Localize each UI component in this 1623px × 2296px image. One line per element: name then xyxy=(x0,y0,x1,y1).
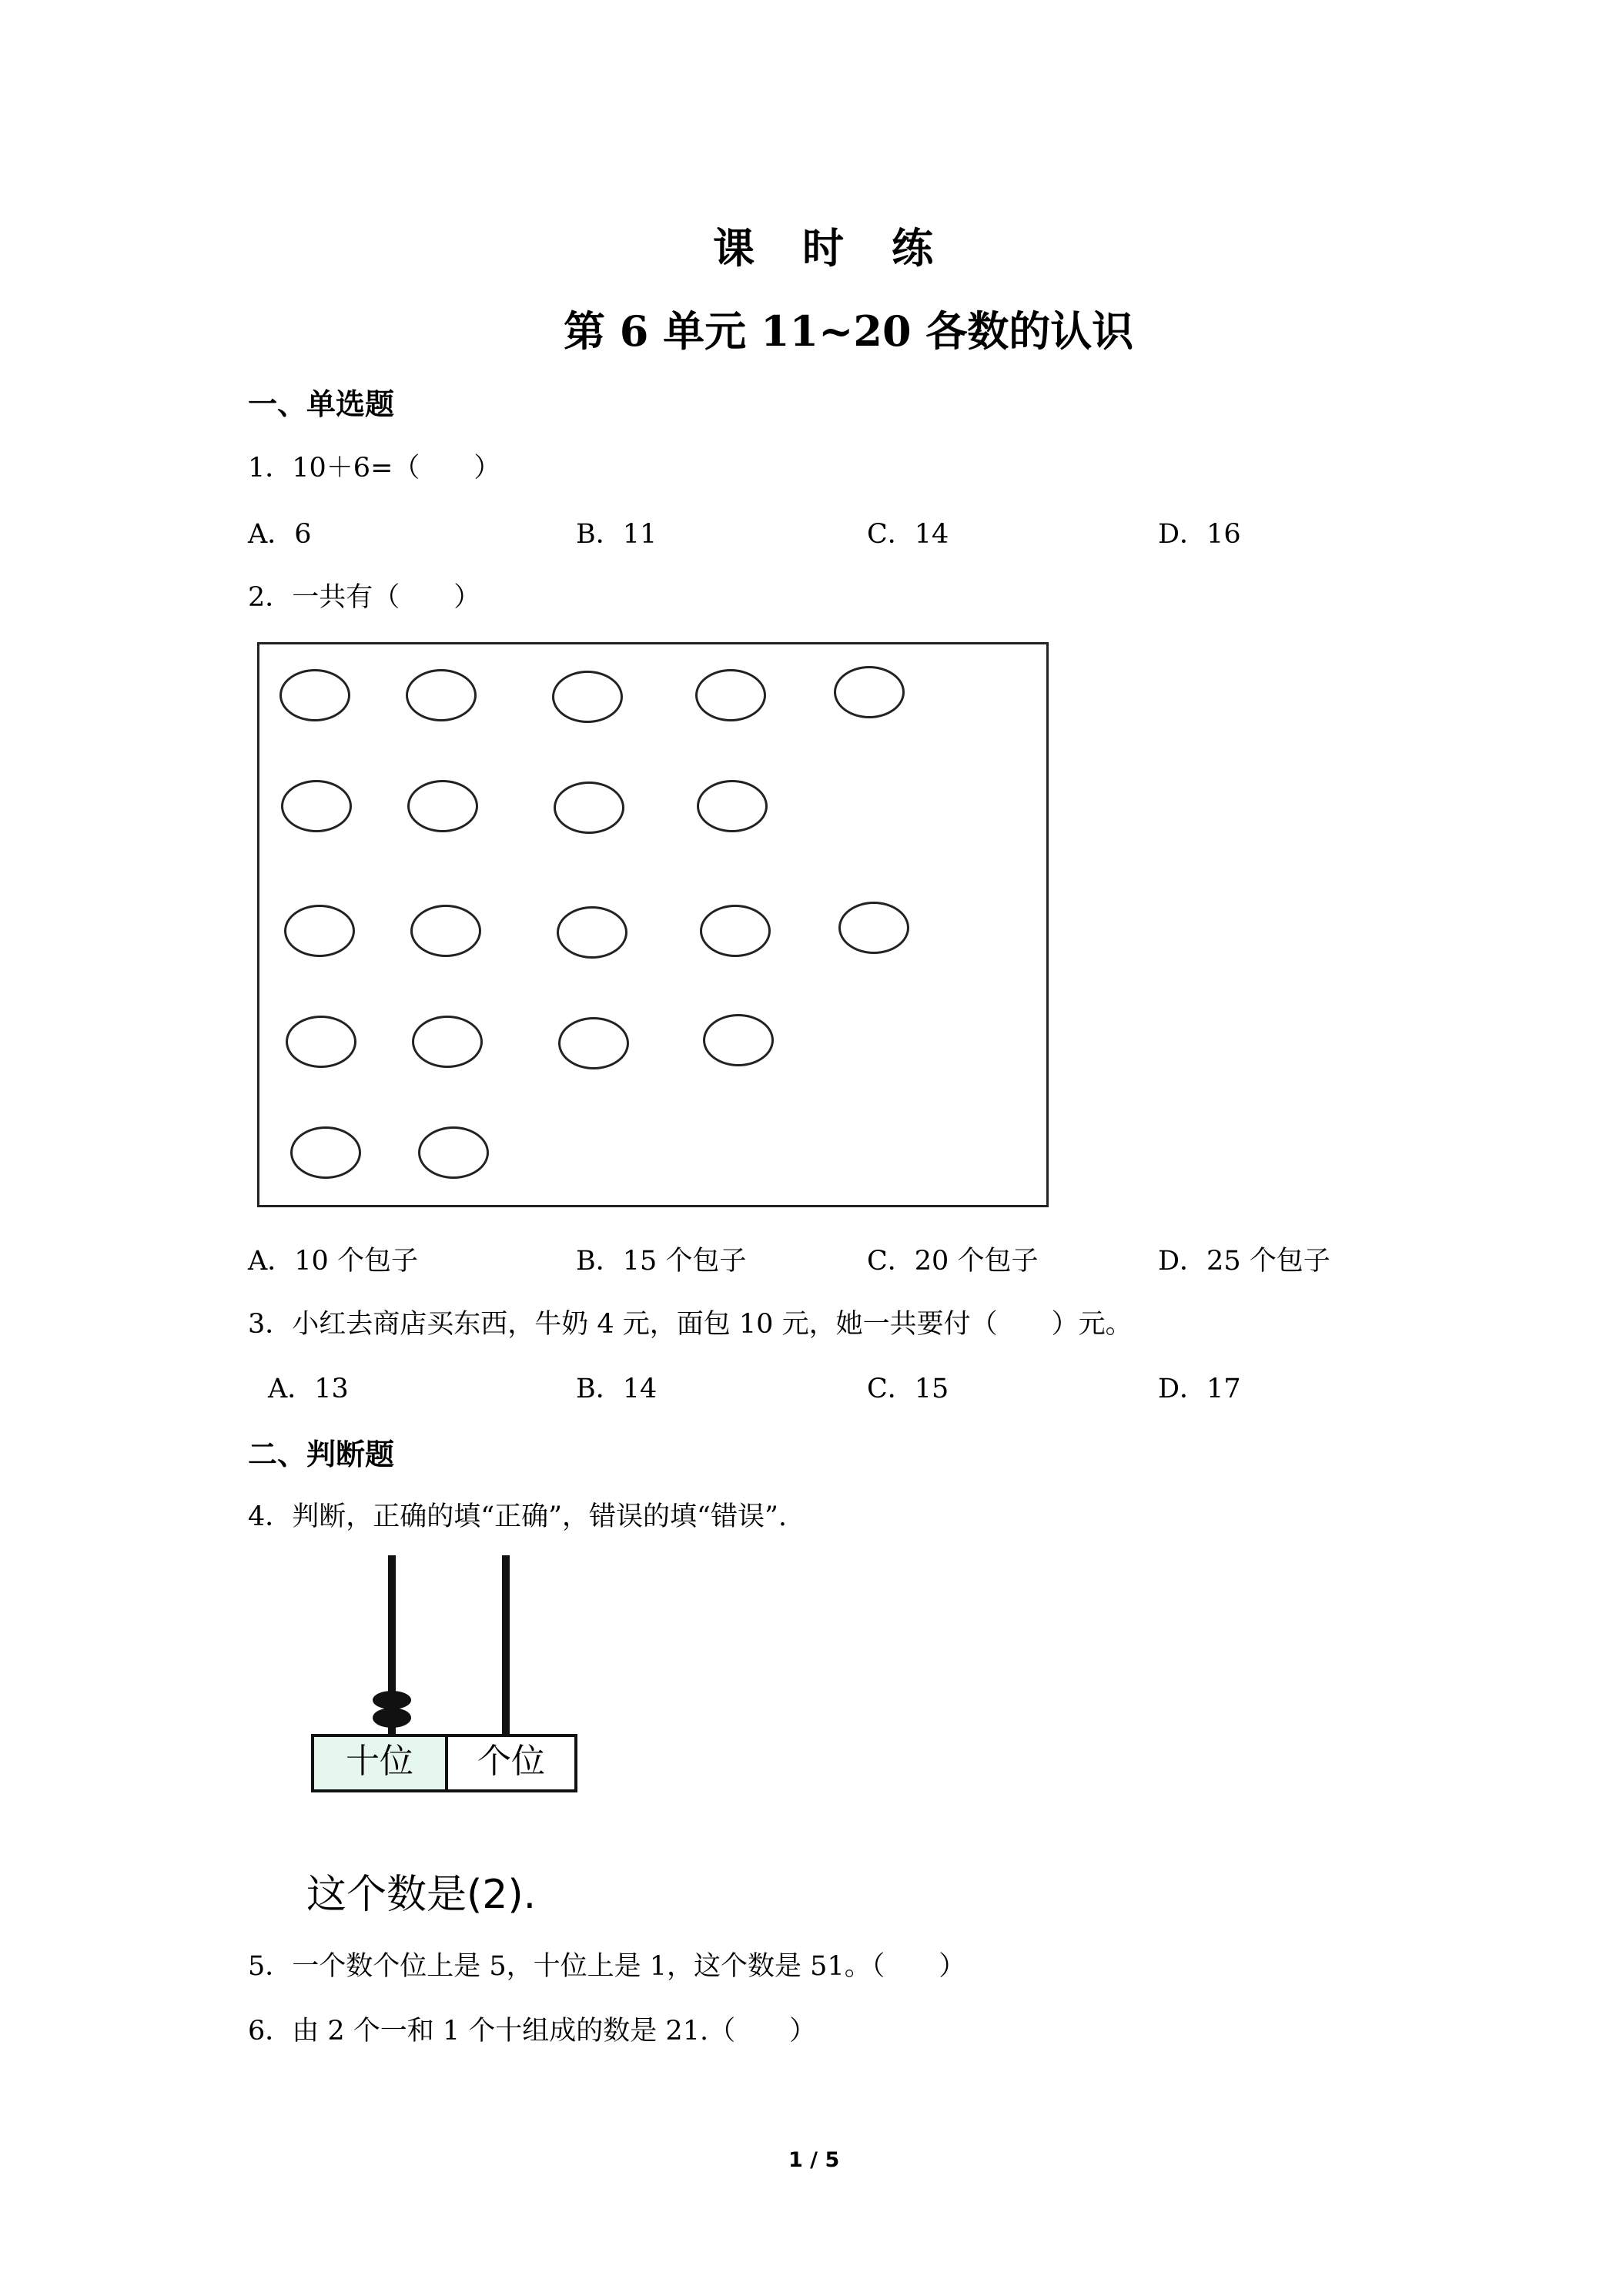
q1-option-d: D．16 xyxy=(1158,519,1241,550)
q1-option-a: A．6 xyxy=(248,519,312,550)
bun-icon xyxy=(290,1126,361,1179)
bun-icon xyxy=(834,666,905,718)
q1-option-c: C．14 xyxy=(867,519,949,550)
q3-stem: 3．小红去商店买东西，牛奶 4 元，面包 10 元，她一共要付（ ）元。 xyxy=(248,1309,1133,1340)
q1-stem: 1．10＋6=（ ） xyxy=(248,453,501,484)
q3-option-d: D．17 xyxy=(1158,1374,1241,1404)
bun-icon xyxy=(286,1016,356,1068)
ones-rod xyxy=(502,1555,510,1737)
unit-subtitle: 第 6 单元 11~20 各数的认识 xyxy=(564,306,1134,356)
bun-icon xyxy=(418,1126,489,1179)
bun-icon xyxy=(558,1017,629,1069)
bun-icon xyxy=(406,669,477,721)
q3-option-b: B．14 xyxy=(576,1374,658,1404)
q6-stem: 6．由 2 个一和 1 个十组成的数是 21.（ ） xyxy=(248,2016,817,2047)
q2-stem: 2．一共有（ ） xyxy=(248,582,481,613)
bun-icon xyxy=(284,905,355,957)
bun-icon xyxy=(700,905,771,957)
bun-icon xyxy=(552,671,623,723)
q4-caption: 这个数是(2). xyxy=(306,1872,537,1918)
tens-bead xyxy=(373,1708,411,1728)
bun-icon xyxy=(703,1014,774,1066)
q2-option-b: B．15 个包子 xyxy=(576,1246,747,1277)
q2-option-c: C．20 个包子 xyxy=(867,1246,1039,1277)
ones-place-label: 个位 xyxy=(445,1734,577,1792)
bun-icon xyxy=(697,780,768,832)
bun-icon xyxy=(410,905,481,957)
buns-figure xyxy=(257,642,1049,1207)
q2-option-a: A．10 个包子 xyxy=(248,1246,418,1277)
section-single-choice: 一、单选题 xyxy=(248,387,395,421)
q5-stem: 5．一个数个位上是 5，十位上是 1，这个数是 51。（ ） xyxy=(248,1951,966,1982)
q3-option-c: C．15 xyxy=(867,1374,949,1404)
q4-stem: 4．判断，正确的填“正确”，错误的填“错误”. xyxy=(248,1501,787,1532)
tens-place-label: 十位 xyxy=(311,1734,448,1792)
bun-icon xyxy=(838,902,909,954)
q1-option-b: B．11 xyxy=(576,519,658,550)
q3-option-a: A．13 xyxy=(268,1374,349,1404)
q2-option-d: D．25 个包子 xyxy=(1158,1246,1330,1277)
bun-icon xyxy=(554,782,624,834)
bun-icon xyxy=(279,669,350,721)
bun-icon xyxy=(695,669,766,721)
abacus-figure xyxy=(311,1555,581,1794)
tens-bead xyxy=(373,1691,411,1709)
bun-icon xyxy=(412,1016,483,1068)
bun-icon xyxy=(557,906,627,959)
bun-icon xyxy=(407,780,478,832)
page-title: 课时练 xyxy=(713,223,981,273)
section-true-false: 二、判断题 xyxy=(248,1437,395,1471)
page-number: 1 / 5 xyxy=(788,2148,840,2172)
bun-icon xyxy=(281,780,352,832)
